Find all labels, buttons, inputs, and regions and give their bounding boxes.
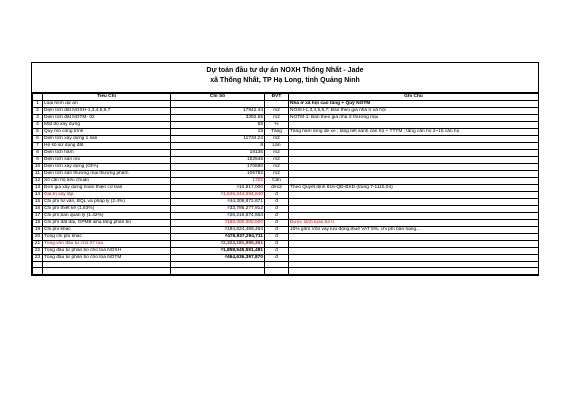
title-line-1: Dự toán đầu tư dự án NOXH Thống Nhất - Jade <box>206 67 364 74</box>
value-cell[interactable]: 15 <box>171 129 265 136</box>
note-cell[interactable] <box>289 241 539 248</box>
note-cell[interactable] <box>289 143 539 150</box>
table-row <box>33 150 539 157</box>
unit-cell[interactable]: m2 <box>265 115 289 122</box>
note-cell[interactable] <box>289 248 539 255</box>
table-row <box>33 255 539 262</box>
unit-cell[interactable]: đ <box>265 213 289 220</box>
unit-cell[interactable]: m2 <box>265 108 289 115</box>
note-cell[interactable] <box>289 199 539 206</box>
criteria-cell[interactable]: Tổng đầu tư phân bổ cho toà NOXH <box>43 248 171 255</box>
row-index-cell[interactable]: 10 <box>33 164 43 171</box>
note-cell[interactable]: NOTM-1: Bán theo giá nhà ở thương mại <box>289 115 539 122</box>
row-index-cell[interactable]: 12 <box>33 178 43 185</box>
criteria-cell[interactable]: Mật độ xây dựng <box>43 122 171 129</box>
value-cell[interactable] <box>171 101 265 108</box>
value-cell[interactable]: ₫188,000,000,000 <box>171 220 265 227</box>
criteria-cell[interactable]: Số căn hộ tiêu chuẩn <box>43 178 171 185</box>
note-cell[interactable] <box>289 122 539 129</box>
unit-cell[interactable]: đ <box>265 227 289 234</box>
criteria-cell[interactable]: Diện tích xây dựng 1 sàn <box>43 136 171 143</box>
value-cell[interactable]: ₫1,846,244,694,640 <box>171 192 265 199</box>
row-index-cell[interactable]: 22 <box>33 248 43 255</box>
value-cell[interactable]: ₫184,624,469,464 <box>171 227 265 234</box>
table-row <box>33 171 539 178</box>
row-index-cell[interactable]: 8 <box>33 150 43 157</box>
row-index-cell[interactable]: 18 <box>33 220 43 227</box>
unit-cell[interactable]: m2 <box>265 150 289 157</box>
value-cell[interactable]: 3392.55 <box>171 115 265 122</box>
unit-cell[interactable]: đ <box>265 206 289 213</box>
title-line-2: xã Thống Nhất, TP Hạ Long, tỉnh Quảng Ninh <box>210 77 360 84</box>
criteria-cell[interactable]: Diện tích xây dựng (GFA) <box>43 164 171 171</box>
header-cell-value[interactable]: Chỉ Số <box>171 94 265 101</box>
note-cell[interactable]: Tầng hầm lửng để xe ; tầng tiết sảnh căn hộ + TTTM ; tầng căn hộ 3~15 căn hộ <box>289 129 539 136</box>
criteria-cell[interactable]: Diện tích đất NOXH-1,3,4,5,6,7 <box>43 108 171 115</box>
criteria-cell[interactable]: Diện tích sàn nổi <box>43 157 171 164</box>
unit-cell[interactable]: đ <box>265 255 289 262</box>
criteria-cell[interactable]: Quy mô công trình <box>43 129 171 136</box>
criteria-cell[interactable]: Chi phí tư vấn, BQL và pháp lý (2.4%) <box>43 199 171 206</box>
table-row <box>33 108 539 115</box>
note-cell[interactable] <box>289 206 539 213</box>
value-cell[interactable]: 106782 <box>171 171 265 178</box>
value-cell[interactable]: 1722 <box>171 178 265 185</box>
criteria-cell[interactable]: Tổng chi phí khác <box>43 234 171 241</box>
header-cell-unit[interactable]: ĐVT <box>265 94 289 101</box>
table-row <box>33 220 539 227</box>
row-index-cell[interactable]: 19 <box>33 227 43 234</box>
estimate-table <box>32 93 539 275</box>
table-row <box>33 227 539 234</box>
note-cell[interactable] <box>289 157 539 164</box>
criteria-cell[interactable]: Tổng vốn đầu tư cho 07 toà <box>43 241 171 248</box>
value-cell[interactable]: 170680 <box>171 164 265 171</box>
table-row <box>33 213 539 220</box>
note-cell[interactable] <box>289 213 539 220</box>
empty-row <box>33 268 539 274</box>
row-index-cell[interactable]: 1 <box>33 101 43 108</box>
unit-cell[interactable]: m2 <box>265 164 289 171</box>
table-row <box>33 115 539 122</box>
unit-cell[interactable]: m2 <box>265 171 289 178</box>
criteria-cell[interactable]: Diện tích hầm <box>43 150 171 157</box>
unit-cell[interactable]: m2 <box>265 157 289 164</box>
value-cell[interactable]: 152545 <box>171 157 265 164</box>
empty-cell[interactable] <box>171 268 265 274</box>
row-index-cell[interactable]: 17 <box>33 213 43 220</box>
criteria-cell[interactable]: Diện tích đất NOTM- 02 <box>43 115 171 122</box>
table-row <box>33 241 539 248</box>
empty-cell[interactable] <box>33 268 43 274</box>
value-cell[interactable]: ₫2,323,181,989,351 <box>171 241 265 248</box>
header-row <box>33 94 539 101</box>
row-index-cell[interactable]: 9 <box>33 157 43 164</box>
note-cell[interactable] <box>289 255 539 262</box>
note-cell[interactable]: Nhà ở xã hội cao tầng + Quỹ NOTM <box>289 101 539 108</box>
empty-cell[interactable] <box>43 268 171 274</box>
note-cell[interactable] <box>289 164 539 171</box>
criteria-cell[interactable]: Giá trị xây lắp <box>43 192 171 199</box>
header-cell-note[interactable]: Ghi Chú <box>289 94 539 101</box>
note-cell[interactable] <box>289 234 539 241</box>
table-row <box>33 164 539 171</box>
value-cell[interactable]: ₫26,216,674,664 <box>171 213 265 220</box>
row-index-cell[interactable]: 4 <box>33 122 43 129</box>
value-cell[interactable]: ₫33,786,277,912 <box>171 206 265 213</box>
row-index-cell[interactable]: 6 <box>33 136 43 143</box>
criteria-cell[interactable]: Đơn giá xây dựng hoàn thiện cơ bản <box>43 185 171 192</box>
table-row <box>33 178 539 185</box>
table-row <box>33 206 539 213</box>
criteria-cell[interactable]: Diện tích sàn thương mại thương phẩm <box>43 171 171 178</box>
criteria-cell[interactable]: Loại hình dự án <box>43 101 171 108</box>
row-index-cell[interactable]: 21 <box>33 241 43 248</box>
table-row <box>33 122 539 129</box>
unit-cell[interactable]: đ/m2 <box>265 185 289 192</box>
unit-cell[interactable]: đ <box>265 220 289 227</box>
value-cell[interactable]: 55 <box>171 122 265 129</box>
empty-cell[interactable] <box>289 268 539 274</box>
row-index-cell[interactable]: 5 <box>33 129 43 136</box>
row-index-cell[interactable]: 7 <box>33 143 43 150</box>
sheet-title <box>32 63 538 93</box>
note-cell[interactable]: NOXH-1,3,4,5,6,7: Bán theo giá nhà ở xã hội <box>289 108 539 115</box>
value-cell[interactable]: ₫1,858,545,591,481 <box>171 248 265 255</box>
row-index-cell[interactable]: 13 <box>33 185 43 192</box>
unit-cell[interactable]: đ <box>265 248 289 255</box>
empty-cell[interactable] <box>265 268 289 274</box>
value-cell[interactable]: ₫44,309,872,671 <box>171 199 265 206</box>
criteria-cell[interactable]: Hệ số sử dụng đất <box>43 143 171 150</box>
table-row <box>33 234 539 241</box>
row-index-cell[interactable]: 16 <box>33 206 43 213</box>
unit-cell[interactable] <box>265 101 289 108</box>
criteria-cell[interactable]: Chi phí ban quản lý (1.42%) <box>43 213 171 220</box>
header-cell-index[interactable] <box>33 94 43 101</box>
row-index-cell[interactable]: 14 <box>33 192 43 199</box>
value-cell[interactable]: 17942.44 <box>171 108 265 115</box>
value-cell[interactable]: 11734.24 <box>171 136 265 143</box>
criteria-cell[interactable]: Chi phí thiết kế (1.83%) <box>43 206 171 213</box>
unit-cell[interactable]: Căn <box>265 178 289 185</box>
table-row <box>33 199 539 206</box>
note-cell[interactable] <box>289 171 539 178</box>
criteria-cell[interactable]: Chi phí đất đai, GPMB &hạ tầng phân bổ <box>43 220 171 227</box>
unit-cell[interactable]: Lần <box>265 143 289 150</box>
unit-cell[interactable]: đ <box>265 241 289 248</box>
note-cell[interactable] <box>289 192 539 199</box>
spreadsheet <box>31 62 539 276</box>
unit-cell[interactable]: Tầng <box>265 129 289 136</box>
note-cell[interactable] <box>289 136 539 143</box>
unit-cell[interactable]: đ <box>265 234 289 241</box>
header-cell-criteria[interactable]: Tiêu Chí <box>43 94 171 101</box>
row-index-cell[interactable]: 23 <box>33 255 43 262</box>
unit-cell[interactable]: m2 <box>265 136 289 143</box>
table-row <box>33 101 539 108</box>
row-index-cell[interactable]: 20 <box>33 234 43 241</box>
note-cell[interactable]: Được tách toàn 53 tỉ <box>289 220 539 227</box>
table-row <box>33 248 539 255</box>
table-row <box>33 185 539 192</box>
value-cell[interactable]: 8 <box>171 143 265 150</box>
value-cell[interactable]: ₫464,636,397,870 <box>171 255 265 262</box>
table-row <box>33 157 539 164</box>
value-cell[interactable]: 18135 <box>171 150 265 157</box>
table-row <box>33 129 539 136</box>
unit-cell[interactable]: đ <box>265 192 289 199</box>
criteria-cell[interactable]: Chi phí khác <box>43 227 171 234</box>
unit-cell[interactable]: đ <box>265 199 289 206</box>
table-row <box>33 136 539 143</box>
criteria-cell[interactable]: Tổng đầu tư phân bổ cho toà NOTM <box>43 255 171 262</box>
row-index-cell[interactable]: 11 <box>33 171 43 178</box>
value-cell[interactable]: ₫476,937,294,711 <box>171 234 265 241</box>
table-row <box>33 192 539 199</box>
value-cell[interactable]: ₫10,817,000 <box>171 185 265 192</box>
note-cell[interactable] <box>289 178 539 185</box>
note-cell[interactable] <box>289 150 539 157</box>
table-row <box>33 143 539 150</box>
row-index-cell[interactable]: 2 <box>33 108 43 115</box>
unit-cell[interactable]: % <box>265 122 289 129</box>
row-index-cell[interactable]: 3 <box>33 115 43 122</box>
row-index-cell[interactable]: 15 <box>33 199 43 206</box>
note-cell[interactable]: Theo Quyết định 816-QĐ-BXD (trang 7-1110.04) <box>289 185 539 192</box>
note-cell[interactable]: 10% gồm Vốn vay lưu động,thuế VAT 5%, chi phí bán hàng… <box>289 227 539 234</box>
